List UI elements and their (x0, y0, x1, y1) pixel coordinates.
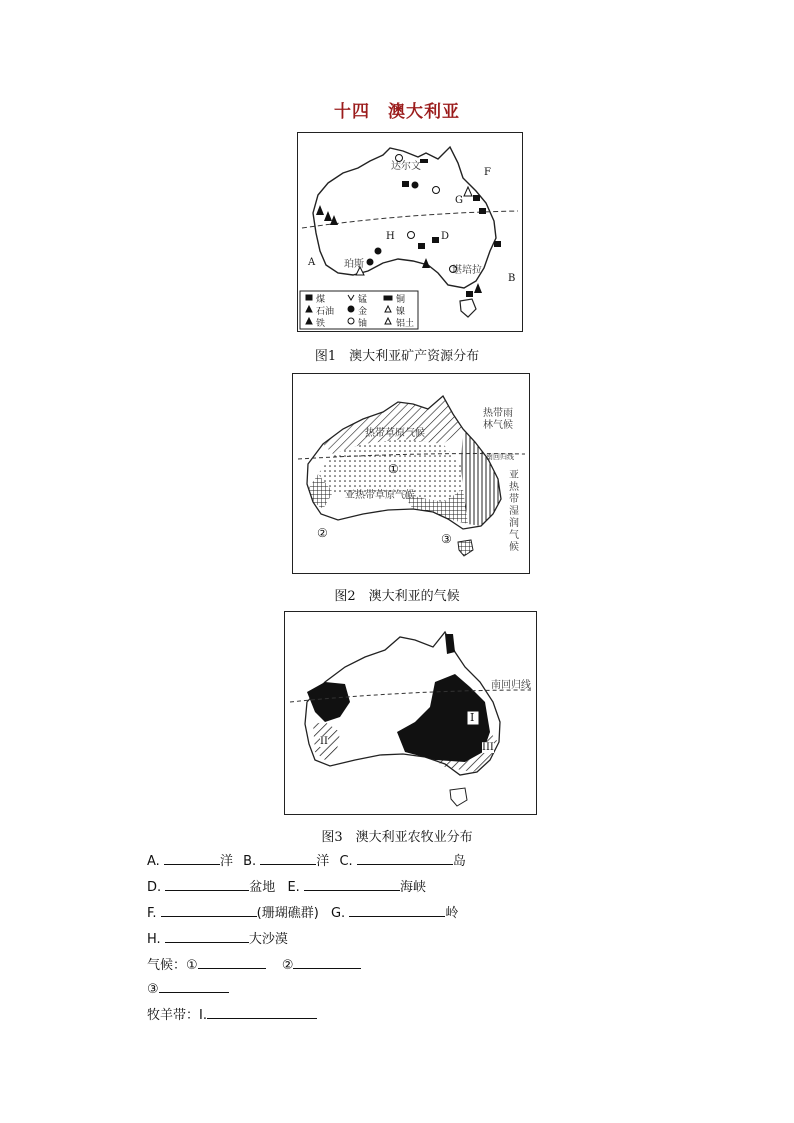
legend-uranium: 铀 (358, 319, 368, 329)
figure3-svg (285, 612, 536, 814)
suffix-a: 洋 (219, 854, 233, 869)
suffix-b: 洋 (316, 854, 330, 869)
figure2-svg (293, 374, 529, 573)
label-subtropical-humid: 亚热带湿润气候 (509, 470, 519, 553)
blank-climate-1[interactable] (198, 955, 266, 969)
blank-d[interactable] (165, 877, 249, 891)
question-line-2 (147, 876, 426, 895)
question-line-5 (147, 954, 361, 973)
blank-a[interactable] (164, 851, 220, 865)
suffix-d: 盆地 (249, 880, 276, 895)
legend-manganese: 锰 (358, 295, 368, 305)
suffix-e: 海峡 (399, 880, 426, 895)
suffix-c: 岛 (452, 854, 466, 869)
climate-num2: ② (281, 958, 294, 973)
label-h: H. (147, 932, 161, 947)
letter-f: F (484, 167, 491, 178)
label-f: F. (147, 906, 157, 921)
place-darwin: 达尔文 (391, 161, 421, 172)
blank-climate-2[interactable] (293, 955, 361, 969)
blank-f[interactable] (161, 903, 257, 917)
legend-iron: 铁 (316, 319, 326, 329)
label-a: A. (147, 854, 160, 869)
label-tropical-savanna: 热带草原气候 (365, 428, 425, 439)
mark-1: I (470, 711, 475, 724)
question-line-6 (147, 979, 229, 997)
question-line-1 (147, 850, 466, 869)
letter-a: A (308, 257, 316, 268)
question-line-3 (147, 902, 458, 921)
climate-num1: ① (186, 958, 198, 973)
climate-prefix: 气候： (147, 958, 187, 973)
figure3-map (284, 611, 537, 815)
label-num2: ② (317, 526, 328, 540)
letter-d: D (441, 231, 450, 242)
mark-3: III (482, 742, 494, 753)
label-d: D. (147, 880, 162, 895)
page-title: 十四 澳大利亚 (334, 102, 460, 122)
label-b: B. (243, 854, 257, 869)
tasmania-2 (458, 540, 473, 556)
legend-oil: 石油 (316, 307, 335, 317)
figure2-caption: 图2 澳大利亚的气候 (334, 589, 460, 604)
label-num3: ③ (441, 532, 452, 546)
mark-2: II (320, 736, 328, 747)
tasmania-3 (450, 788, 467, 806)
figure2-map (292, 373, 530, 574)
label-g: G. (330, 906, 346, 921)
letter-h: H (386, 231, 395, 242)
label-subtropical-savanna: 亚热带草原气候 (345, 490, 415, 501)
label-c: C. (339, 854, 353, 869)
suffix-g: 岭 (445, 906, 459, 921)
legend-bauxite: 铝土 (396, 319, 415, 329)
letter-b: B (508, 273, 516, 284)
suffix-f: (珊瑚礁群) (256, 906, 319, 921)
letter-g: G (455, 195, 463, 206)
blank-climate-3[interactable] (159, 979, 229, 993)
figure1-caption: 图1 澳大利亚矿产资源分布 (314, 349, 480, 364)
blank-c[interactable] (357, 851, 453, 865)
label-num1: ① (388, 462, 399, 476)
tasmania (460, 299, 476, 317)
question-line-4 (147, 928, 288, 947)
legend-copper: 铜 (396, 295, 406, 305)
sheep-prefix: 牧羊带： (147, 1008, 200, 1023)
blank-g[interactable] (349, 903, 445, 917)
legend-nickel: 镍 (396, 307, 406, 317)
blank-e[interactable] (304, 877, 400, 891)
legend-coal: 煤 (316, 295, 326, 305)
question-line-7 (147, 1004, 317, 1023)
figure3-caption: 图3 澳大利亚农牧业分布 (321, 830, 473, 845)
place-perth: 珀斯 (344, 259, 364, 270)
blank-h[interactable] (165, 929, 249, 943)
label-tropic-2: 南回归线 (486, 453, 514, 461)
blank-b[interactable] (260, 851, 316, 865)
figure1-map (297, 132, 523, 332)
sheep-label-i: Ⅰ. (199, 1008, 207, 1023)
place-canberra: 堪培拉 (452, 265, 482, 276)
blank-sheep-i[interactable] (207, 1005, 317, 1019)
legend-gold: 金 (358, 307, 368, 317)
label-tropic-3: 南回归线 (491, 680, 531, 691)
label-tropical-rainforest: 热带雨林气候 (483, 408, 513, 431)
climate-num3: ③ (147, 982, 159, 997)
label-e: E. (287, 880, 300, 895)
suffix-h: 大沙漠 (248, 932, 288, 947)
